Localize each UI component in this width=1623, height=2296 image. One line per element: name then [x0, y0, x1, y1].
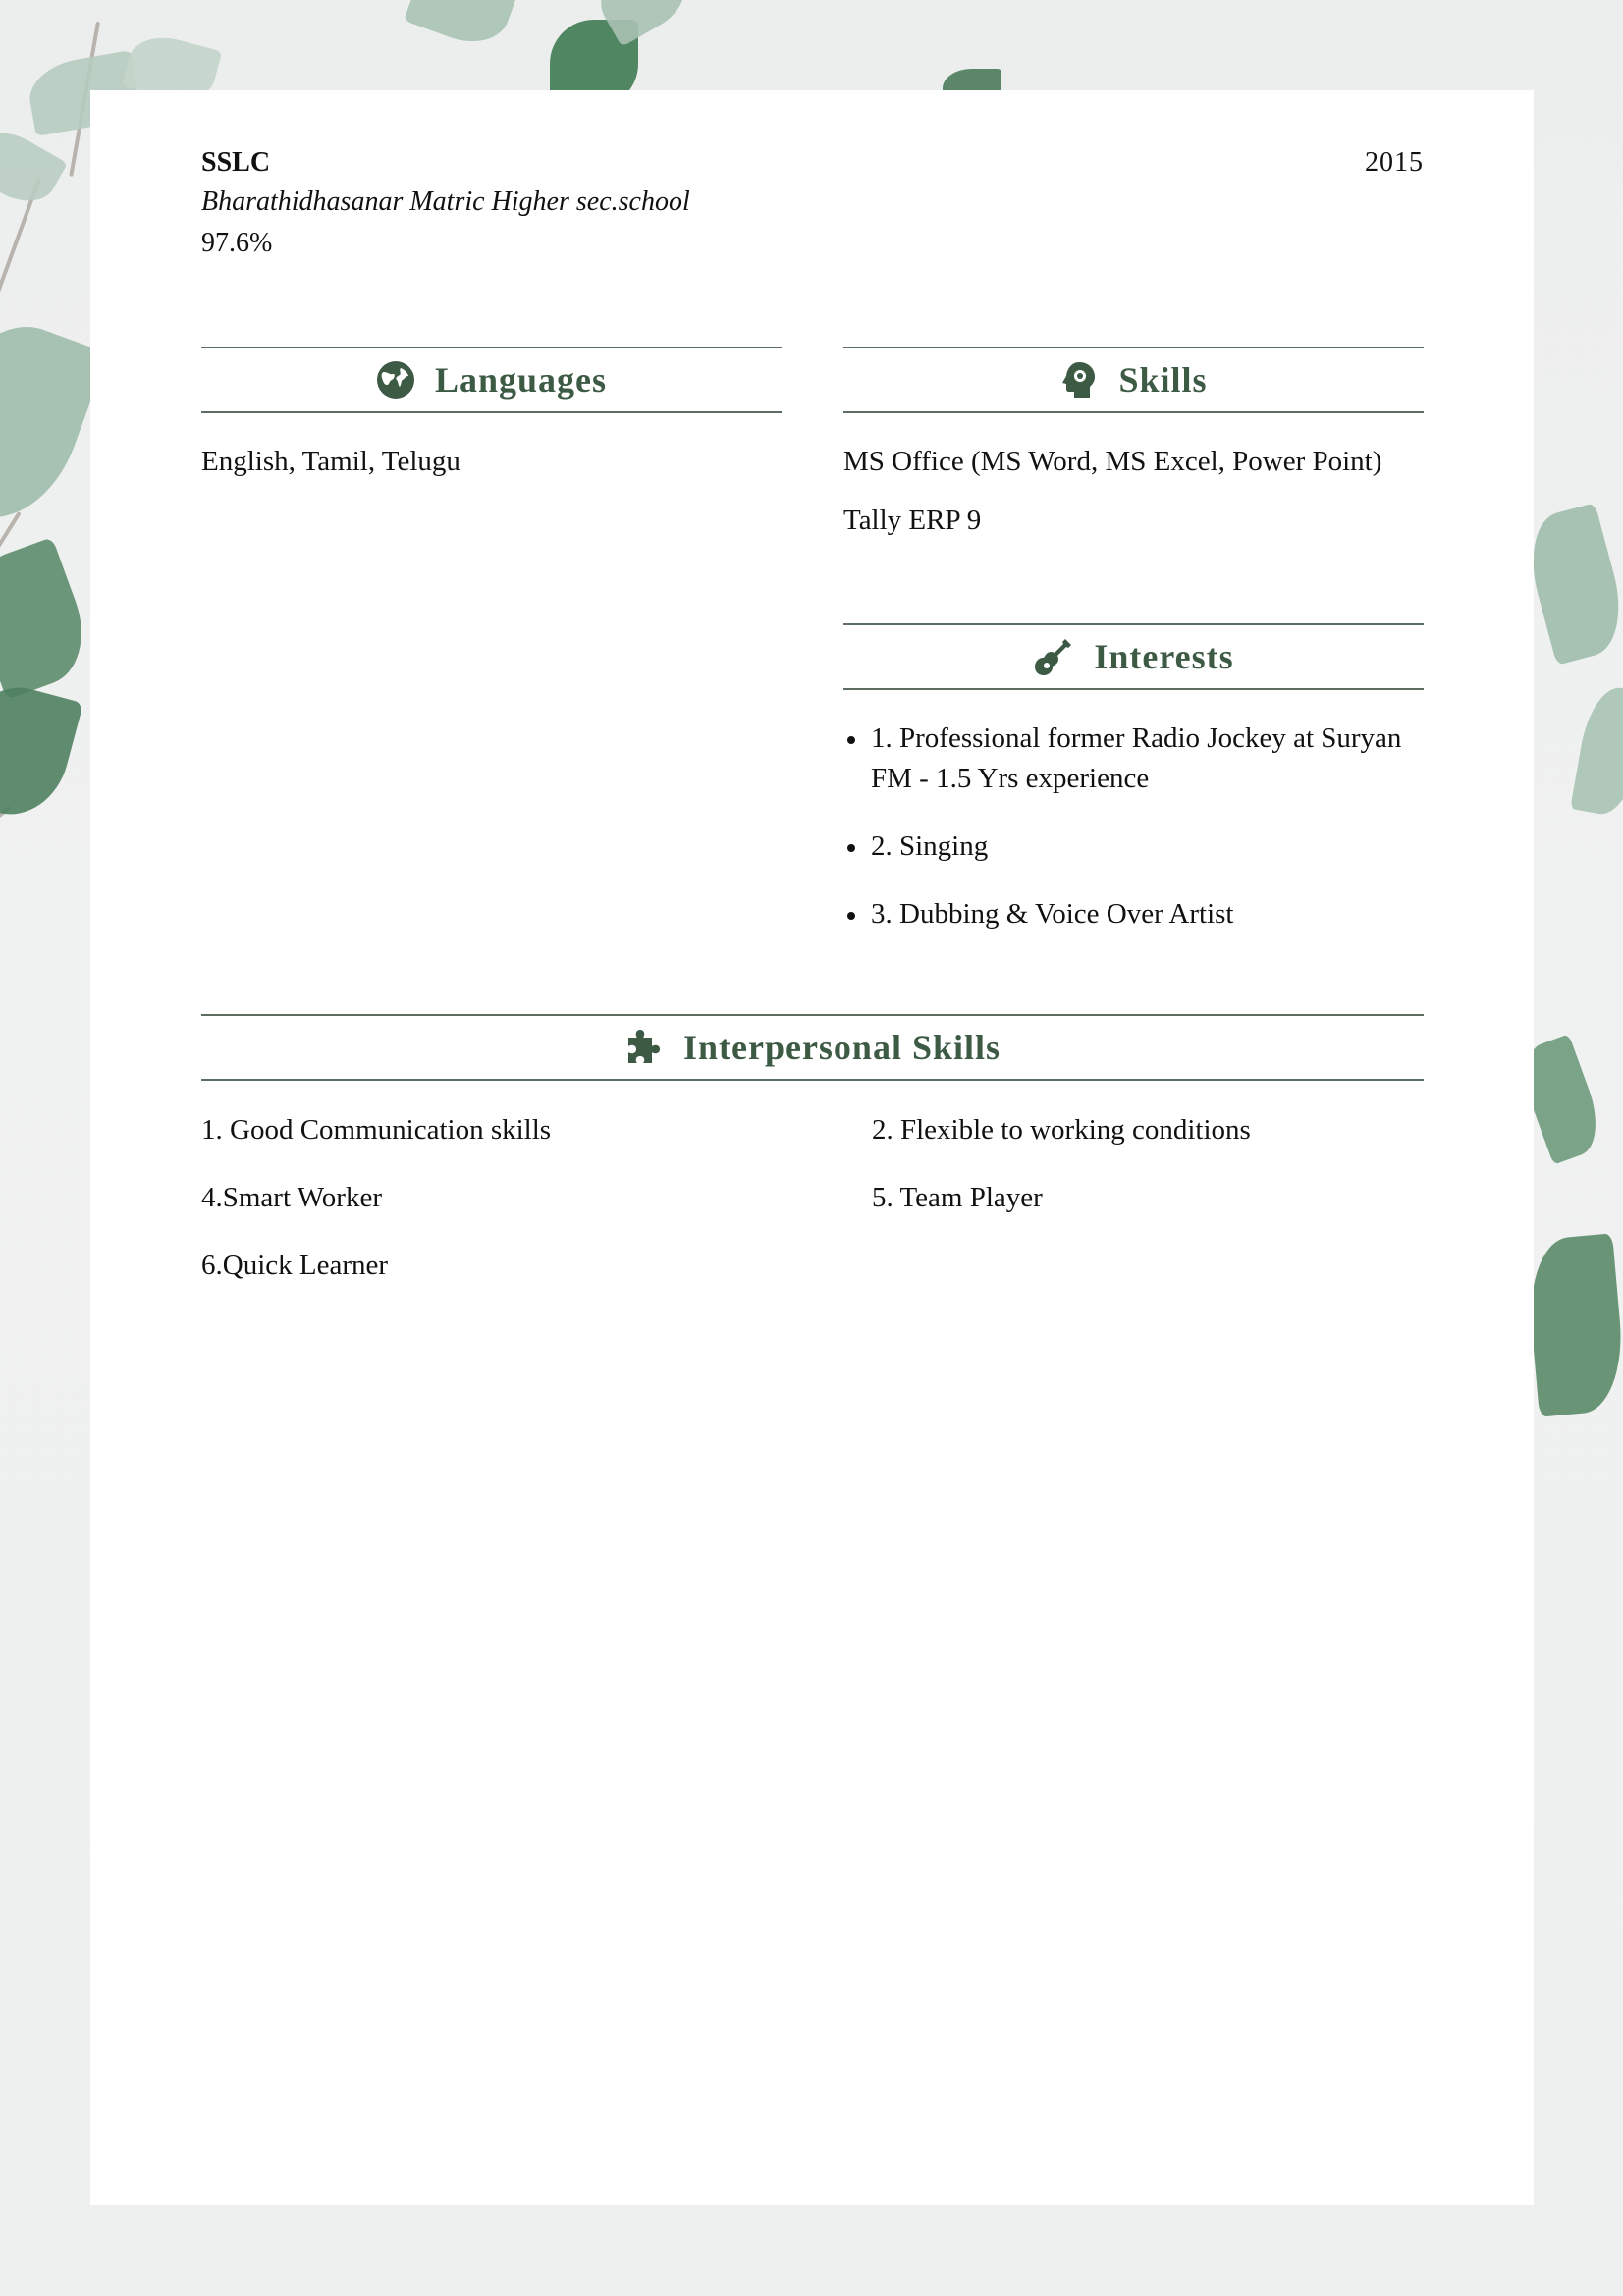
interests-list	[843, 719, 1424, 962]
skills-heading	[843, 347, 1424, 413]
skills-item: MS Office (MS Word, MS Excel, Power Point)	[843, 446, 1382, 477]
languages-heading	[201, 347, 782, 413]
interpersonal-item: 4.Smart Worker	[201, 1182, 382, 1213]
interpersonal-item: 5. Team Player	[872, 1182, 1043, 1213]
skills-item: Tally ERP 9	[843, 505, 982, 536]
interpersonal-item: 6.Quick Learner	[201, 1250, 389, 1281]
education-year: 2015	[1365, 147, 1424, 178]
interpersonal-item: 2. Flexible to working conditions	[872, 1114, 1251, 1146]
globe-icon	[376, 360, 415, 400]
list-item: 2. Singing	[843, 827, 1424, 867]
education-score: 97.6%	[201, 228, 273, 258]
education-school: Bharathidhasanar Matric Higher sec.school	[201, 187, 690, 217]
interpersonal-item: 1. Good Communication skills	[201, 1114, 552, 1146]
guitar-icon	[1033, 636, 1074, 677]
education-title: SSLC	[201, 147, 271, 178]
interpersonal-heading	[201, 1014, 1424, 1081]
languages-text: English, Tamil, Telugu	[201, 446, 460, 477]
skills-heading-label: Skills	[1118, 360, 1208, 400]
languages-heading-label: Languages	[434, 360, 608, 400]
interpersonal-heading-label: Interpersonal Skills	[682, 1028, 1001, 1067]
head-icon	[1059, 360, 1099, 400]
resume-page	[90, 90, 1534, 2205]
puzzle-icon	[624, 1028, 664, 1067]
interests-heading	[843, 623, 1424, 690]
list-item: 3. Dubbing & Voice Over Artist	[843, 894, 1424, 934]
list-item: 1. Professional former Radio Jockey at Suryan FM - 1.5 Yrs experience	[843, 719, 1424, 799]
interests-heading-label: Interests	[1094, 637, 1234, 676]
